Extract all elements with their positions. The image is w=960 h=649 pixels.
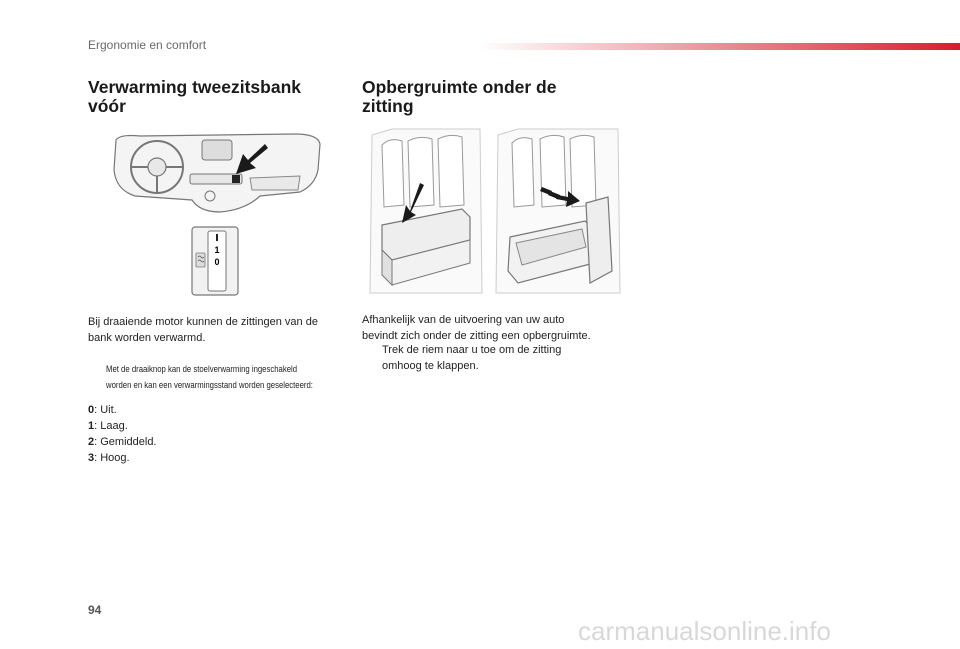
- dashboard-illustration: [110, 130, 325, 215]
- storage-intro: [362, 312, 591, 344]
- paragraph-line: Bij draaiende motor kunnen de zittingen van de: [88, 316, 318, 328]
- note-line: Met de draaiknop kan de stoelverwarming ingeschakeld: [106, 364, 298, 374]
- note-line: worden en kan een verwarmingsstand worden geselecteerd:: [106, 380, 313, 390]
- level-key: 2: [88, 436, 95, 448]
- step-line: Trek de riem naar u toe om de zitting: [382, 344, 562, 356]
- heading-line: vóór: [88, 96, 126, 116]
- heading-seat-heating: [88, 78, 301, 116]
- watermark: carmanualsonline.info: [578, 616, 831, 646]
- list-item: [88, 402, 157, 418]
- paragraph-line: bank worden verwarmd.: [88, 332, 206, 344]
- storage-step: [382, 342, 561, 374]
- list-item: [88, 418, 157, 434]
- level-key: 1: [88, 420, 95, 432]
- heating-switch-illustration: [190, 225, 240, 297]
- seat-closed-illustration: [362, 125, 487, 297]
- section-title: Ergonomie en comfort: [88, 38, 207, 52]
- paragraph-line: Afhankelijk van de uitvoering van uw auto: [362, 314, 565, 326]
- seat-open-illustration: [490, 125, 625, 297]
- step-line: omhoog te klappen.: [382, 360, 479, 372]
- header-accent-bar: [480, 43, 960, 50]
- level-text: : Gemiddeld.: [94, 436, 157, 448]
- page-number: 94: [88, 603, 102, 617]
- heating-level-list: [88, 402, 157, 466]
- list-item: [88, 434, 157, 450]
- heading-storage: [362, 78, 556, 116]
- heading-line: zitting: [362, 96, 414, 116]
- heading-line: Verwarming tweezitsbank: [88, 77, 301, 97]
- level-text: : Hoog.: [94, 452, 130, 464]
- level-text: : Laag.: [94, 420, 128, 432]
- switch-label: 1: [214, 245, 220, 255]
- level-key: 3: [88, 452, 95, 464]
- switch-label: 0: [214, 257, 220, 267]
- heading-line: Opbergruimte onder de: [362, 77, 557, 97]
- level-key: 0: [88, 404, 95, 416]
- seat-heating-note: [106, 361, 313, 393]
- paragraph-line: bevindt zich onder de zitting een opbergruimte.: [362, 330, 591, 342]
- seat-heating-intro: [88, 314, 318, 346]
- list-item: [88, 450, 157, 466]
- level-text: : Uit.: [94, 404, 117, 416]
